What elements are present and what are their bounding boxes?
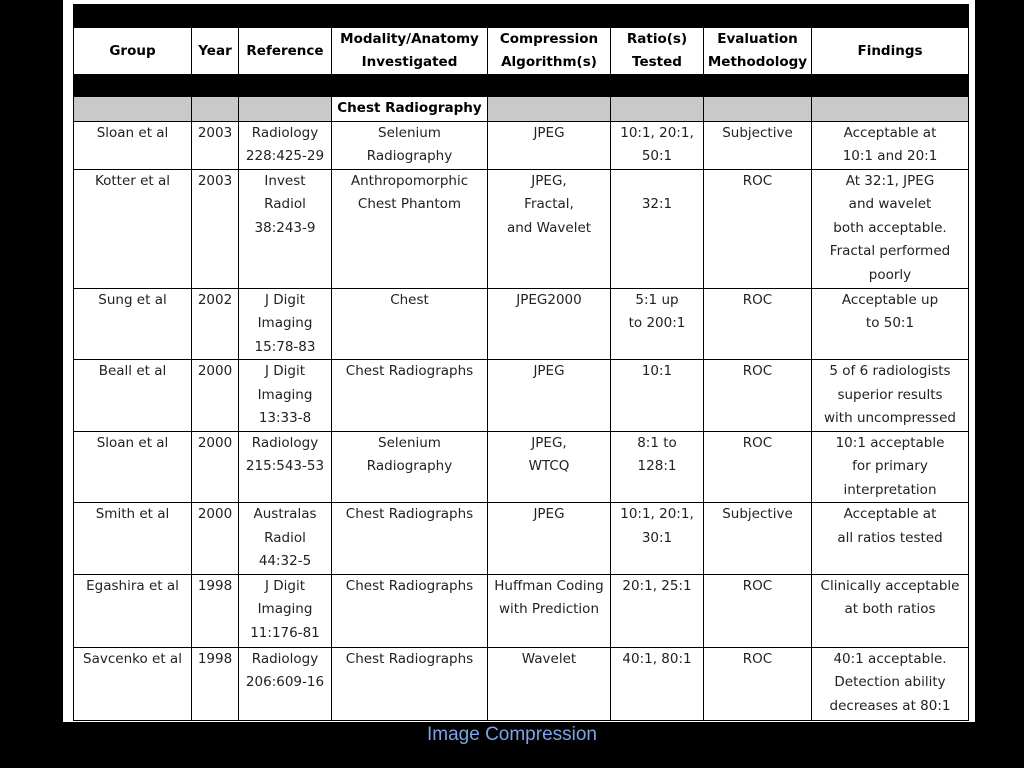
cell-line: JPEG2000 [516, 291, 582, 308]
cell-line: JPEG, [531, 172, 567, 189]
cell-line: 50:1 [641, 148, 673, 164]
cell-line: Imaging [257, 386, 313, 403]
cell-year [192, 121, 239, 169]
cell-group [74, 574, 192, 647]
cell-line: Radiology [251, 650, 319, 667]
cell-ratio [611, 288, 704, 360]
table-row [74, 360, 969, 432]
cell-line: 2000 [197, 506, 233, 522]
cell-line: Radiology [251, 434, 319, 451]
cell-line: Acceptable at [843, 506, 937, 522]
cell-findings [812, 574, 969, 647]
cell-line: 10:1 acceptable [835, 434, 945, 451]
cell-line: and Wavelet [506, 219, 592, 236]
cell-line: 2000 [197, 363, 233, 379]
cell-evaluation [704, 431, 812, 503]
cell-evaluation [704, 503, 812, 575]
cell-group [74, 503, 192, 575]
column-header-line: Ratio(s) [626, 31, 688, 47]
top-black-band [74, 5, 969, 28]
cell-line: 1998 [197, 650, 233, 667]
cell-line: Radiol [264, 196, 306, 212]
cell-line: Chest Radiographs [345, 506, 474, 522]
cell-year [192, 169, 239, 288]
cell-line: Egashira et al [86, 577, 179, 594]
cell-line: Radiography [366, 458, 453, 474]
cell-line: 30:1 [641, 529, 673, 546]
cell-line: JPEG, [531, 434, 567, 451]
cell-line: 40:1 acceptable. [833, 650, 947, 667]
cell-line: 5:1 up [635, 291, 679, 308]
cell-algorithm [488, 169, 611, 288]
cell-line: Subjective [722, 124, 793, 141]
cell-line: 206:609-16 [245, 674, 325, 690]
cell-line: 15:78-83 [254, 338, 316, 355]
cell-line [611, 170, 703, 194]
cell-line: Radiol [264, 529, 306, 546]
cell-modality [332, 121, 488, 169]
cell-reference [239, 169, 332, 288]
column-header-line: Investigated [361, 54, 458, 70]
cell-group [74, 360, 192, 432]
cell-line: JPEG [533, 506, 565, 522]
column-header-line: Findings [857, 42, 923, 59]
cell-modality [332, 503, 488, 575]
cell-line: 38:243-9 [254, 219, 316, 236]
column-header-reference [239, 28, 332, 75]
cell-line: 1998 [197, 577, 233, 594]
cell-line: Radiography [366, 148, 453, 164]
cell-line: 2000 [197, 434, 233, 451]
column-header-algorithm [488, 28, 611, 75]
cell-line: Detection ability [834, 674, 946, 690]
cell-findings [812, 647, 969, 720]
compression-studies-table [73, 4, 969, 721]
table-row [74, 503, 969, 575]
cell-line: Invest [264, 172, 306, 189]
cell-line: ROC [742, 363, 773, 379]
cell-line: At 32:1, JPEG [845, 172, 935, 189]
cell-group [74, 121, 192, 169]
column-header-line: Year [198, 42, 232, 59]
column-header-evaluation [704, 28, 812, 75]
cell-findings [812, 503, 969, 575]
cell-line: to 200:1 [628, 315, 686, 331]
cell-ratio [611, 503, 704, 575]
section-label: Chest Radiography [332, 97, 488, 122]
cell-line: ROC [742, 434, 773, 451]
cell-evaluation [704, 288, 812, 360]
cell-modality [332, 431, 488, 503]
cell-line: Fractal, [524, 196, 574, 212]
cell-group [74, 647, 192, 720]
column-header-line: Evaluation [717, 31, 798, 47]
cell-line: Clinically acceptable [820, 577, 960, 594]
cell-line: Sloan et al [96, 124, 169, 141]
cell-ratio [611, 647, 704, 720]
cell-line: ROC [742, 291, 773, 308]
section-row [74, 97, 969, 122]
cell-year [192, 288, 239, 360]
cell-line: J Digit [264, 291, 306, 308]
column-header-line: Reference [246, 42, 324, 59]
cell-findings [812, 288, 969, 360]
cell-evaluation [704, 121, 812, 169]
cell-line: ROC [742, 172, 773, 189]
table-row [74, 121, 969, 169]
cell-evaluation [704, 647, 812, 720]
cell-line: JPEG [533, 363, 565, 379]
cell-findings [812, 169, 969, 288]
cell-year [192, 574, 239, 647]
cell-line: Chest Radiographs [345, 577, 474, 594]
cell-line: Chest Phantom [357, 196, 462, 212]
cell-algorithm [488, 574, 611, 647]
cell-line: at both ratios [844, 601, 936, 617]
cell-ratio [611, 360, 704, 432]
table-row [74, 431, 969, 503]
cell-line: with Prediction [499, 601, 599, 617]
cell-modality [332, 169, 488, 288]
cell-year [192, 503, 239, 575]
table-row [74, 647, 969, 720]
cell-reference [239, 121, 332, 169]
cell-line: Imaging [257, 315, 313, 331]
cell-algorithm [488, 647, 611, 720]
cell-algorithm [488, 121, 611, 169]
cell-modality [332, 574, 488, 647]
cell-line: for primary [852, 458, 928, 474]
cell-line: J Digit [264, 577, 306, 594]
cell-line: JPEG [533, 124, 565, 141]
cell-line: 2003 [197, 172, 233, 189]
cell-ratio [611, 169, 704, 288]
cell-line: 8:1 to [637, 434, 677, 451]
column-header-group [74, 28, 192, 75]
column-header-findings [812, 28, 969, 75]
column-header-line: Compression [499, 31, 599, 47]
cell-line: Australas [253, 506, 317, 522]
cell-line: both acceptable. [833, 219, 947, 236]
table-row [74, 288, 969, 360]
cell-ratio [611, 121, 704, 169]
cell-evaluation [704, 360, 812, 432]
cell-line: 228:425-29 [245, 148, 325, 164]
cell-evaluation [704, 169, 812, 288]
cell-line: 128:1 [637, 458, 677, 474]
cell-line: Acceptable at [843, 124, 937, 141]
slide-caption: Image Compression [426, 724, 598, 745]
column-header-line: Methodology [707, 54, 808, 70]
cell-line: 11:176-81 [250, 624, 320, 641]
cell-line: Sung et al [98, 291, 167, 308]
cell-line: Selenium [378, 124, 441, 141]
cell-reference [239, 288, 332, 360]
cell-reference [239, 503, 332, 575]
cell-group [74, 169, 192, 288]
compression-studies-table-image [63, 0, 975, 722]
cell-line: ROC [742, 577, 773, 594]
cell-group [74, 431, 192, 503]
cell-line: 5 of 6 radiologists [829, 363, 951, 379]
cell-line: Anthropomorphic [350, 172, 469, 189]
cell-line: Chest Radiographs [345, 363, 474, 379]
cell-line: Smith et al [95, 506, 170, 522]
cell-line: decreases at 80:1 [829, 697, 951, 714]
column-header-year [192, 28, 239, 75]
cell-line: 10:1 and 20:1 [842, 148, 938, 164]
cell-line: Acceptable up [841, 291, 939, 308]
cell-line: Huffman Coding [494, 577, 604, 594]
cell-year [192, 647, 239, 720]
cell-line: 2002 [197, 291, 233, 308]
cell-line: 44:32-5 [258, 553, 312, 569]
cell-algorithm [488, 288, 611, 360]
cell-line: Savcenko et al [83, 650, 182, 667]
cell-line: 10:1, 20:1, [620, 506, 694, 522]
cell-findings [812, 431, 969, 503]
cell-findings [812, 360, 969, 432]
cell-algorithm [488, 360, 611, 432]
cell-line: 215:543-53 [245, 458, 325, 474]
column-header-ratio [611, 28, 704, 75]
cell-line: superior results [837, 386, 943, 403]
cell-findings [812, 121, 969, 169]
cell-algorithm [488, 503, 611, 575]
cell-line: with uncompressed [824, 410, 956, 426]
table-row [74, 574, 969, 647]
cell-line: interpretation [843, 481, 937, 498]
column-header-line: Modality/Anatomy [340, 31, 479, 47]
cell-line: 32:1 [641, 196, 673, 212]
cell-algorithm [488, 431, 611, 503]
cell-line: all ratios tested [837, 529, 943, 546]
header-row [74, 28, 969, 75]
cell-reference [239, 647, 332, 720]
cell-line: 2003 [197, 124, 233, 141]
cell-reference [239, 431, 332, 503]
cell-modality [332, 360, 488, 432]
cell-line: Chest [390, 291, 429, 308]
cell-line: 20:1, 25:1 [622, 577, 692, 594]
cell-evaluation [704, 574, 812, 647]
cell-line: Subjective [722, 506, 793, 522]
cell-line: 10:1, 20:1, [620, 124, 694, 141]
cell-reference [239, 574, 332, 647]
cell-line: Radiology [251, 124, 319, 141]
column-header-line: Algorithm(s) [501, 54, 597, 70]
cell-line: Wavelet [521, 650, 577, 667]
cell-line: Beall et al [98, 363, 167, 379]
cell-line: Selenium [378, 434, 441, 451]
black-separator-band [74, 75, 969, 97]
cell-ratio [611, 574, 704, 647]
cell-line: Chest Radiographs [345, 650, 474, 667]
cell-modality [332, 288, 488, 360]
cell-line: to 50:1 [865, 315, 915, 331]
cell-year [192, 431, 239, 503]
cell-line: Kotter et al [94, 172, 171, 189]
cell-line: 10:1 [641, 363, 673, 379]
cell-line: Fractal performed [829, 243, 951, 259]
column-header-line: Tested [632, 54, 682, 70]
cell-line: 13:33-8 [258, 410, 312, 426]
cell-modality [332, 647, 488, 720]
cell-ratio [611, 431, 704, 503]
column-header-modality [332, 28, 488, 75]
cell-line: and wavelet [848, 196, 932, 212]
cell-reference [239, 360, 332, 432]
cell-line: Imaging [257, 601, 313, 617]
column-header-line: Group [109, 42, 156, 59]
cell-line: WTCQ [528, 458, 570, 474]
cell-line: J Digit [264, 363, 306, 379]
cell-line: ROC [742, 650, 773, 667]
cell-line: 40:1, 80:1 [622, 650, 692, 667]
table-row [74, 169, 969, 288]
cell-line: poorly [868, 266, 912, 283]
cell-line: Sloan et al [96, 434, 169, 451]
cell-year [192, 360, 239, 432]
cell-group [74, 288, 192, 360]
